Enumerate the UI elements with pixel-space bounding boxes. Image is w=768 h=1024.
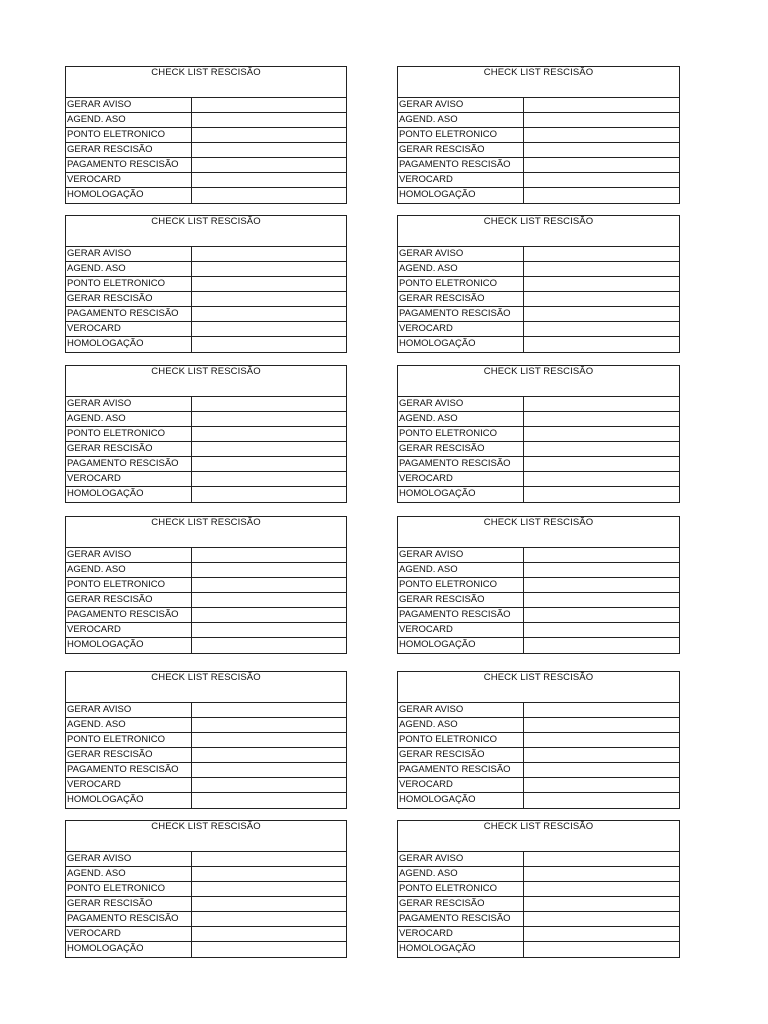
checklist-item-value-cell[interactable] <box>192 718 346 732</box>
checklist-item-value-cell[interactable] <box>192 748 346 762</box>
checklist-row <box>66 793 346 808</box>
checklist-row <box>398 703 679 718</box>
checklist-row <box>398 427 679 442</box>
checklist-row <box>66 718 346 733</box>
checklist-item-label: HOMOLOGAÇÃO <box>398 942 524 957</box>
checklist-row <box>66 852 346 867</box>
checklist-row <box>398 608 679 623</box>
checklist-item-label: GERAR AVISO <box>66 247 192 261</box>
checklist-item-label: GERAR AVISO <box>398 703 524 717</box>
checklist-item-value-cell[interactable] <box>192 337 346 352</box>
checklist-row <box>398 188 679 203</box>
checklist-row <box>66 427 346 442</box>
checklist-row <box>398 733 679 748</box>
checklist-item-value-cell[interactable] <box>524 718 679 732</box>
checklist-row <box>398 638 679 653</box>
checklist-row <box>66 882 346 897</box>
checklist-row <box>66 748 346 763</box>
checklist-item-value-cell[interactable] <box>192 292 346 306</box>
checklist-row <box>66 143 346 158</box>
checklist-row <box>398 292 679 307</box>
checklist-item-value-cell[interactable] <box>524 322 679 336</box>
checklist-item-value-cell[interactable] <box>524 457 679 471</box>
checklist-row <box>398 548 679 563</box>
checklist-card <box>65 516 347 654</box>
checklist-item-value-cell[interactable] <box>524 487 679 502</box>
checklist-row <box>398 143 679 158</box>
checklist-item-label: VEROCARD <box>398 927 524 941</box>
checklist-item-label: PAGAMENTO RESCISÃO <box>398 912 524 926</box>
checklist-item-value-cell[interactable] <box>524 442 679 456</box>
checklist-item-value-cell[interactable] <box>192 942 346 957</box>
checklist-item-value-cell[interactable] <box>192 143 346 157</box>
checklist-item-label: GERAR RESCISÃO <box>398 748 524 762</box>
checklist-item-label: GERAR RESCISÃO <box>398 897 524 911</box>
checklist-item-label: GERAR AVISO <box>66 703 192 717</box>
checklist-item-value-cell[interactable] <box>524 763 679 777</box>
checklist-row <box>66 897 346 912</box>
checklist-row <box>398 912 679 927</box>
checklist-item-label: GERAR AVISO <box>66 852 192 866</box>
checklist-item-value-cell[interactable] <box>524 98 679 112</box>
checklist-title: CHECK LIST RESCISÃO <box>66 672 346 703</box>
checklist-card <box>65 365 347 503</box>
checklist-item-label: VEROCARD <box>398 623 524 637</box>
checklist-row <box>398 472 679 487</box>
checklist-card <box>65 215 347 353</box>
checklist-item-value-cell[interactable] <box>524 563 679 577</box>
checklist-item-label: PONTO ELETRONICO <box>398 733 524 747</box>
checklist-item-label: VEROCARD <box>398 322 524 336</box>
checklist-row <box>66 912 346 927</box>
checklist-item-label: VEROCARD <box>66 173 192 187</box>
checklist-item-label: AGEND. ASO <box>398 867 524 881</box>
checklist-row <box>66 733 346 748</box>
checklist-row <box>66 188 346 203</box>
checklist-item-label: GERAR RESCISÃO <box>398 442 524 456</box>
checklist-item-label: GERAR AVISO <box>398 397 524 411</box>
checklist-item-label: HOMOLOGAÇÃO <box>66 942 192 957</box>
checklist-row <box>398 748 679 763</box>
checklist-row <box>66 412 346 427</box>
checklist-row <box>398 277 679 292</box>
checklist-item-label: GERAR RESCISÃO <box>66 593 192 607</box>
checklist-item-value-cell[interactable] <box>524 277 679 291</box>
checklist-item-label: GERAR RESCISÃO <box>66 292 192 306</box>
checklist-row <box>398 158 679 173</box>
checklist-item-label: PONTO ELETRONICO <box>66 578 192 592</box>
checklist-item-label: AGEND. ASO <box>66 262 192 276</box>
checklist-title: CHECK LIST RESCISÃO <box>398 821 679 852</box>
checklist-item-label: PAGAMENTO RESCISÃO <box>398 307 524 321</box>
checklist-row <box>66 128 346 143</box>
checklist-item-value-cell[interactable] <box>192 247 346 261</box>
checklist-item-value-cell[interactable] <box>192 763 346 777</box>
checklist-item-label: HOMOLOGAÇÃO <box>398 337 524 352</box>
checklist-item-label: AGEND. ASO <box>66 867 192 881</box>
checklist-item-value-cell[interactable] <box>524 703 679 717</box>
checklist-row <box>398 98 679 113</box>
checklist-item-label: AGEND. ASO <box>398 113 524 127</box>
checklist-item-value-cell[interactable] <box>524 778 679 792</box>
checklist-row <box>398 897 679 912</box>
checklist-item-label: PAGAMENTO RESCISÃO <box>66 912 192 926</box>
checklist-item-value-cell[interactable] <box>192 173 346 187</box>
checklist-row <box>66 247 346 262</box>
checklist-row <box>398 793 679 808</box>
checklist-item-value-cell[interactable] <box>192 412 346 426</box>
checklist-item-label: GERAR RESCISÃO <box>398 593 524 607</box>
checklist-item-label: GERAR AVISO <box>398 548 524 562</box>
checklist-item-value-cell[interactable] <box>524 593 679 607</box>
checklist-row <box>66 638 346 653</box>
checklist-item-label: HOMOLOGAÇÃO <box>66 793 192 808</box>
checklist-item-value-cell[interactable] <box>192 322 346 336</box>
checklist-item-label: GERAR AVISO <box>66 98 192 112</box>
checklist-item-value-cell[interactable] <box>524 608 679 622</box>
checklist-item-value-cell[interactable] <box>192 158 346 172</box>
checklist-item-value-cell[interactable] <box>524 748 679 762</box>
checklist-item-label: VEROCARD <box>398 472 524 486</box>
checklist-item-value-cell[interactable] <box>524 623 679 637</box>
checklist-row <box>398 457 679 472</box>
checklist-row <box>398 397 679 412</box>
checklist-item-label: GERAR AVISO <box>66 548 192 562</box>
checklist-row <box>66 942 346 957</box>
checklist-item-value-cell[interactable] <box>524 262 679 276</box>
checklist-item-label: PONTO ELETRONICO <box>66 277 192 291</box>
checklist-item-value-cell[interactable] <box>192 262 346 276</box>
checklist-item-label: PONTO ELETRONICO <box>66 128 192 142</box>
checklist-item-label: VEROCARD <box>66 927 192 941</box>
checklist-item-label: VEROCARD <box>66 623 192 637</box>
checklist-item-value-cell[interactable] <box>192 897 346 911</box>
checklist-card <box>397 671 680 809</box>
checklist-item-value-cell[interactable] <box>192 703 346 717</box>
checklist-title: CHECK LIST RESCISÃO <box>66 821 346 852</box>
checklist-row <box>398 718 679 733</box>
checklist-row <box>66 158 346 173</box>
checklist-item-label: PONTO ELETRONICO <box>398 882 524 896</box>
checklist-item-label: VEROCARD <box>66 322 192 336</box>
checklist-row <box>398 882 679 897</box>
checklist-card <box>397 365 680 503</box>
checklist-item-value-cell[interactable] <box>192 563 346 577</box>
checklist-row <box>66 608 346 623</box>
checklist-item-label: GERAR RESCISÃO <box>66 748 192 762</box>
checklist-title: CHECK LIST RESCISÃO <box>66 67 346 98</box>
checklist-item-value-cell[interactable] <box>524 852 679 866</box>
checklist-row <box>66 173 346 188</box>
checklist-item-label: GERAR RESCISÃO <box>398 292 524 306</box>
checklist-item-value-cell[interactable] <box>192 608 346 622</box>
checklist-item-value-cell[interactable] <box>524 427 679 441</box>
checklist-row <box>66 623 346 638</box>
checklist-title: CHECK LIST RESCISÃO <box>398 517 679 548</box>
checklist-row <box>398 262 679 277</box>
checklist-item-value-cell[interactable] <box>524 128 679 142</box>
checklist-title: CHECK LIST RESCISÃO <box>66 216 346 247</box>
checklist-row <box>66 472 346 487</box>
checklist-item-label: PAGAMENTO RESCISÃO <box>66 763 192 777</box>
checklist-card <box>65 66 347 204</box>
checklist-card <box>65 671 347 809</box>
checklist-item-value-cell[interactable] <box>192 638 346 653</box>
checklist-item-value-cell[interactable] <box>192 593 346 607</box>
checklist-row <box>398 778 679 793</box>
checklist-row <box>66 487 346 502</box>
checklist-item-value-cell[interactable] <box>192 867 346 881</box>
checklist-item-value-cell[interactable] <box>192 128 346 142</box>
checklist-row <box>398 487 679 502</box>
checklist-item-value-cell[interactable] <box>524 912 679 926</box>
checklist-row <box>66 442 346 457</box>
checklist-item-value-cell[interactable] <box>192 927 346 941</box>
checklist-item-value-cell[interactable] <box>192 307 346 321</box>
checklist-item-label: GERAR AVISO <box>66 397 192 411</box>
checklist-row <box>66 703 346 718</box>
checklist-item-label: HOMOLOGAÇÃO <box>66 337 192 352</box>
checklist-item-value-cell[interactable] <box>192 733 346 747</box>
checklist-row <box>66 277 346 292</box>
checklist-item-label: GERAR RESCISÃO <box>66 442 192 456</box>
checklist-item-value-cell[interactable] <box>524 733 679 747</box>
checklist-row <box>398 942 679 957</box>
checklist-item-value-cell[interactable] <box>524 158 679 172</box>
checklist-item-label: PAGAMENTO RESCISÃO <box>66 158 192 172</box>
checklist-item-value-cell[interactable] <box>524 292 679 306</box>
checklist-item-label: GERAR RESCISÃO <box>398 143 524 157</box>
checklist-item-label: AGEND. ASO <box>66 113 192 127</box>
checklist-item-value-cell[interactable] <box>524 867 679 881</box>
checklist-item-label: PAGAMENTO RESCISÃO <box>66 608 192 622</box>
checklist-row <box>66 457 346 472</box>
checklist-item-label: PAGAMENTO RESCISÃO <box>398 158 524 172</box>
checklist-row <box>398 412 679 427</box>
checklist-item-value-cell[interactable] <box>524 927 679 941</box>
checklist-item-label: HOMOLOGAÇÃO <box>66 188 192 203</box>
checklist-row <box>66 307 346 322</box>
checklist-item-value-cell[interactable] <box>192 277 346 291</box>
checklist-item-label: GERAR AVISO <box>398 852 524 866</box>
checklist-item-value-cell[interactable] <box>192 487 346 502</box>
checklist-item-value-cell[interactable] <box>192 397 346 411</box>
checklist-item-value-cell[interactable] <box>192 113 346 127</box>
checklist-item-value-cell[interactable] <box>192 578 346 592</box>
checklist-row <box>398 927 679 942</box>
checklist-item-value-cell[interactable] <box>192 793 346 808</box>
checklist-item-value-cell[interactable] <box>192 427 346 441</box>
checklist-item-label: PAGAMENTO RESCISÃO <box>398 457 524 471</box>
checklist-card <box>397 820 680 958</box>
checklist-item-value-cell[interactable] <box>524 143 679 157</box>
checklist-item-label: PONTO ELETRONICO <box>398 578 524 592</box>
checklist-title: CHECK LIST RESCISÃO <box>66 517 346 548</box>
checklist-row <box>398 563 679 578</box>
checklist-item-label: GERAR RESCISÃO <box>66 143 192 157</box>
checklist-row <box>66 322 346 337</box>
checklist-item-value-cell[interactable] <box>524 113 679 127</box>
checklist-item-value-cell[interactable] <box>192 472 346 486</box>
checklist-item-label: GERAR RESCISÃO <box>66 897 192 911</box>
checklist-card <box>65 820 347 958</box>
checklist-item-value-cell[interactable] <box>192 778 346 792</box>
checklist-row <box>66 867 346 882</box>
checklist-item-label: AGEND. ASO <box>66 563 192 577</box>
checklist-item-value-cell[interactable] <box>192 442 346 456</box>
checklist-item-value-cell[interactable] <box>192 852 346 866</box>
checklist-row <box>398 763 679 778</box>
checklist-row <box>66 763 346 778</box>
checklist-item-label: PAGAMENTO RESCISÃO <box>398 608 524 622</box>
checklist-item-value-cell[interactable] <box>192 623 346 637</box>
checklist-row <box>66 563 346 578</box>
checklist-row <box>398 128 679 143</box>
checklist-card <box>397 215 680 353</box>
checklist-row <box>398 852 679 867</box>
checklist-row <box>66 778 346 793</box>
checklist-row <box>66 593 346 608</box>
checklist-item-label: PONTO ELETRONICO <box>398 277 524 291</box>
checklist-item-label: VEROCARD <box>66 472 192 486</box>
checklist-row <box>398 593 679 608</box>
checklist-row <box>398 578 679 593</box>
checklist-item-value-cell[interactable] <box>524 307 679 321</box>
checklist-row <box>398 337 679 352</box>
checklist-item-label: VEROCARD <box>66 778 192 792</box>
checklist-item-label: HOMOLOGAÇÃO <box>66 487 192 502</box>
checklist-row <box>398 623 679 638</box>
checklist-item-label: VEROCARD <box>398 778 524 792</box>
checklist-row <box>66 337 346 352</box>
checklist-item-label: GERAR AVISO <box>398 98 524 112</box>
checklist-title: CHECK LIST RESCISÃO <box>398 672 679 703</box>
checklist-item-value-cell[interactable] <box>524 548 679 562</box>
checklist-row <box>66 292 346 307</box>
checklist-item-value-cell[interactable] <box>524 247 679 261</box>
checklist-item-value-cell[interactable] <box>192 98 346 112</box>
checklist-item-value-cell[interactable] <box>524 173 679 187</box>
checklist-title: CHECK LIST RESCISÃO <box>398 366 679 397</box>
checklist-row <box>398 867 679 882</box>
checklist-item-label: PONTO ELETRONICO <box>398 128 524 142</box>
checklist-item-label: HOMOLOGAÇÃO <box>398 638 524 653</box>
checklist-row <box>66 397 346 412</box>
checklist-card <box>397 66 680 204</box>
checklist-row <box>398 173 679 188</box>
checklist-item-label: PAGAMENTO RESCISÃO <box>66 307 192 321</box>
checklist-item-label: PONTO ELETRONICO <box>398 427 524 441</box>
checklist-item-label: AGEND. ASO <box>398 412 524 426</box>
checklist-card <box>397 516 680 654</box>
checklist-item-value-cell[interactable] <box>524 397 679 411</box>
checklist-item-value-cell[interactable] <box>524 188 679 203</box>
checklist-item-value-cell[interactable] <box>524 412 679 426</box>
checklist-item-label: HOMOLOGAÇÃO <box>398 487 524 502</box>
checklist-item-label: PONTO ELETRONICO <box>66 427 192 441</box>
checklist-item-value-cell[interactable] <box>192 457 346 471</box>
checklist-title: CHECK LIST RESCISÃO <box>66 366 346 397</box>
checklist-item-label: AGEND. ASO <box>398 718 524 732</box>
checklist-item-value-cell[interactable] <box>524 638 679 653</box>
checklist-item-label: GERAR AVISO <box>398 247 524 261</box>
checklist-row <box>66 262 346 277</box>
checklist-item-label: VEROCARD <box>398 173 524 187</box>
checklist-item-value-cell[interactable] <box>524 882 679 896</box>
checklist-item-value-cell[interactable] <box>524 337 679 352</box>
checklist-item-value-cell[interactable] <box>192 882 346 896</box>
checklist-row <box>398 322 679 337</box>
checklist-item-value-cell[interactable] <box>192 912 346 926</box>
checklist-item-value-cell[interactable] <box>524 793 679 808</box>
checklist-row <box>66 927 346 942</box>
checklist-item-label: HOMOLOGAÇÃO <box>398 188 524 203</box>
checklist-title: CHECK LIST RESCISÃO <box>398 216 679 247</box>
checklist-row <box>398 307 679 322</box>
checklist-row <box>66 548 346 563</box>
checklist-item-label: PAGAMENTO RESCISÃO <box>66 457 192 471</box>
checklist-row <box>66 578 346 593</box>
checklist-item-label: PAGAMENTO RESCISÃO <box>398 763 524 777</box>
checklist-item-label: AGEND. ASO <box>398 262 524 276</box>
checklist-item-value-cell[interactable] <box>524 472 679 486</box>
checklist-row <box>398 113 679 128</box>
checklist-item-label: PONTO ELETRONICO <box>66 882 192 896</box>
checklist-item-value-cell[interactable] <box>192 548 346 562</box>
checklist-item-value-cell[interactable] <box>524 942 679 957</box>
checklist-row <box>398 442 679 457</box>
checklist-item-label: PONTO ELETRONICO <box>66 733 192 747</box>
checklist-item-label: AGEND. ASO <box>66 412 192 426</box>
checklist-item-value-cell[interactable] <box>192 188 346 203</box>
checklist-row <box>66 98 346 113</box>
checklist-item-label: AGEND. ASO <box>398 563 524 577</box>
checklist-item-value-cell[interactable] <box>524 897 679 911</box>
checklist-row <box>398 247 679 262</box>
checklist-row <box>66 113 346 128</box>
checklist-item-value-cell[interactable] <box>524 578 679 592</box>
checklist-item-label: AGEND. ASO <box>66 718 192 732</box>
checklist-title: CHECK LIST RESCISÃO <box>398 67 679 98</box>
checklist-item-label: HOMOLOGAÇÃO <box>398 793 524 808</box>
checklist-item-label: HOMOLOGAÇÃO <box>66 638 192 653</box>
